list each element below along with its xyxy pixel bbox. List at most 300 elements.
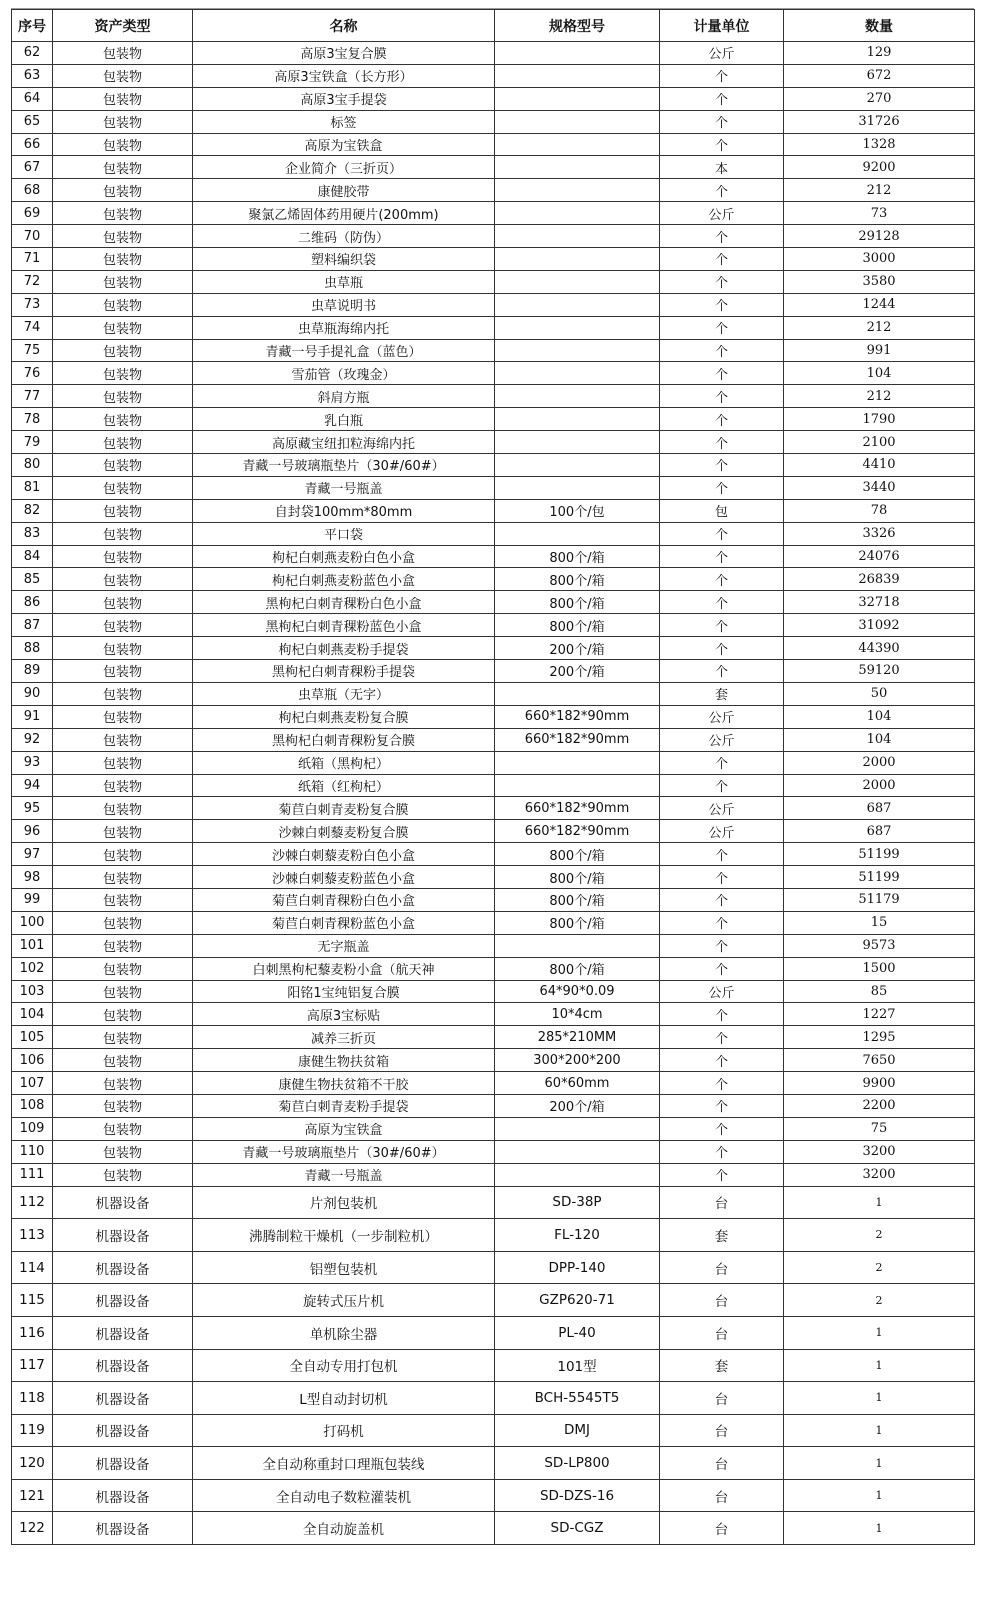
cell-unit: 个: [660, 1140, 784, 1163]
cell-unit: 公斤: [660, 797, 784, 820]
cell-name: 枸杞白刺燕麦粉手提袋: [193, 637, 495, 660]
cell-name: 片剂包装机: [193, 1186, 495, 1219]
cell-name: 单机除尘器: [193, 1316, 495, 1349]
table-row: [12, 1284, 975, 1317]
cell-no: 94: [12, 774, 53, 797]
cell-spec: 660*182*90mm: [495, 820, 660, 843]
cell-name: 菊苣白刺青麦粉手提袋: [193, 1094, 495, 1117]
table-row: [12, 751, 975, 774]
table-row: [12, 1512, 975, 1545]
cell-name: 枸杞白刺燕麦粉蓝色小盒: [193, 568, 495, 591]
cell-no: 82: [12, 499, 53, 522]
cell-unit: 台: [660, 1447, 784, 1480]
cell-no: 75: [12, 339, 53, 362]
cell-unit: 公斤: [660, 42, 784, 65]
cell-no: 86: [12, 591, 53, 614]
table-row: [12, 682, 975, 705]
cell-name: 沙棘白刺藜麦粉白色小盒: [193, 843, 495, 866]
cell-spec: [495, 751, 660, 774]
cell-unit: 公斤: [660, 202, 784, 225]
cell-unit: 套: [660, 1349, 784, 1382]
table-row: [12, 1003, 975, 1026]
cell-no: 64: [12, 87, 53, 110]
cell-no: 118: [12, 1382, 53, 1415]
cell-no: 109: [12, 1117, 53, 1140]
cell-name: 塑料编织袋: [193, 248, 495, 271]
cell-qty: 212: [784, 179, 975, 202]
cell-no: 92: [12, 728, 53, 751]
cell-no: 108: [12, 1094, 53, 1117]
cell-unit: 个: [660, 637, 784, 660]
asset-sheet: [11, 0, 974, 1545]
cell-qty: 1: [784, 1316, 975, 1349]
cell-no: 105: [12, 1026, 53, 1049]
table-row: [12, 1219, 975, 1252]
cell-qty: 2100: [784, 431, 975, 454]
cell-name: 平口袋: [193, 522, 495, 545]
cell-unit: 台: [660, 1284, 784, 1317]
cell-spec: [495, 316, 660, 339]
cell-unit: 个: [660, 957, 784, 980]
cell-no: 117: [12, 1349, 53, 1382]
cell-type: 包装物: [53, 339, 193, 362]
cell-no: 66: [12, 133, 53, 156]
cell-unit: 个: [660, 270, 784, 293]
table-row: [12, 270, 975, 293]
cell-name: 高原藏宝纽扣粒海绵内托: [193, 431, 495, 454]
cell-type: 包装物: [53, 316, 193, 339]
cell-type: 机器设备: [53, 1219, 193, 1252]
cell-no: 79: [12, 431, 53, 454]
cell-no: 71: [12, 248, 53, 271]
cell-qty: 51179: [784, 888, 975, 911]
cell-no: 121: [12, 1479, 53, 1512]
cell-name: 黑枸杞白刺青稞粉蓝色小盒: [193, 614, 495, 637]
table-row: [12, 1186, 975, 1219]
header-name: 名称: [193, 10, 495, 42]
table-row: [12, 1479, 975, 1512]
cell-no: 85: [12, 568, 53, 591]
cell-spec: [495, 293, 660, 316]
cell-unit: 个: [660, 522, 784, 545]
cell-spec: SD-CGZ: [495, 1512, 660, 1545]
cell-type: 机器设备: [53, 1382, 193, 1415]
cell-qty: 1790: [784, 408, 975, 431]
cell-unit: 个: [660, 385, 784, 408]
table-row: [12, 614, 975, 637]
cell-type: 包装物: [53, 911, 193, 934]
cell-no: 102: [12, 957, 53, 980]
cell-spec: 100个/包: [495, 499, 660, 522]
table-row: [12, 476, 975, 499]
cell-spec: [495, 42, 660, 65]
cell-type: 包装物: [53, 1049, 193, 1072]
cell-qty: 1244: [784, 293, 975, 316]
cell-spec: [495, 476, 660, 499]
cell-unit: 个: [660, 866, 784, 889]
cell-spec: 800个/箱: [495, 843, 660, 866]
cell-type: 包装物: [53, 1140, 193, 1163]
cell-unit: 台: [660, 1382, 784, 1415]
cell-unit: 个: [660, 293, 784, 316]
cell-type: 机器设备: [53, 1512, 193, 1545]
cell-spec: FL-120: [495, 1219, 660, 1252]
cell-spec: 300*200*200: [495, 1049, 660, 1072]
cell-name: 纸箱（红枸杞）: [193, 774, 495, 797]
table-row: [12, 820, 975, 843]
cell-type: 包装物: [53, 293, 193, 316]
table-row: [12, 522, 975, 545]
cell-no: 90: [12, 682, 53, 705]
cell-spec: 64*90*0.09: [495, 980, 660, 1003]
cell-type: 包装物: [53, 522, 193, 545]
cell-spec: [495, 682, 660, 705]
table-row: [12, 202, 975, 225]
cell-unit: 公斤: [660, 728, 784, 751]
table-row: [12, 408, 975, 431]
cell-qty: 1: [784, 1186, 975, 1219]
cell-spec: 800个/箱: [495, 545, 660, 568]
top-border: [11, 0, 974, 9]
cell-qty: 26839: [784, 568, 975, 591]
cell-type: 包装物: [53, 42, 193, 65]
cell-unit: 个: [660, 774, 784, 797]
cell-qty: 3200: [784, 1140, 975, 1163]
cell-no: 106: [12, 1049, 53, 1072]
cell-unit: 套: [660, 1219, 784, 1252]
cell-type: 机器设备: [53, 1316, 193, 1349]
cell-qty: 4410: [784, 454, 975, 477]
table-row: [12, 911, 975, 934]
cell-name: 高原3宝标贴: [193, 1003, 495, 1026]
cell-name: 黑枸杞白刺青稞粉复合膜: [193, 728, 495, 751]
cell-unit: 个: [660, 1049, 784, 1072]
cell-unit: 本: [660, 156, 784, 179]
cell-name: 黑枸杞白刺青稞粉白色小盒: [193, 591, 495, 614]
cell-type: 机器设备: [53, 1414, 193, 1447]
cell-no: 70: [12, 225, 53, 248]
cell-spec: [495, 408, 660, 431]
cell-type: 包装物: [53, 248, 193, 271]
cell-type: 机器设备: [53, 1349, 193, 1382]
table-row: [12, 339, 975, 362]
cell-spec: 800个/箱: [495, 888, 660, 911]
cell-name: 枸杞白刺燕麦粉白色小盒: [193, 545, 495, 568]
cell-spec: [495, 362, 660, 385]
cell-type: 包装物: [53, 64, 193, 87]
cell-type: 包装物: [53, 179, 193, 202]
cell-no: 88: [12, 637, 53, 660]
header-type: 资产类型: [53, 10, 193, 42]
cell-no: 96: [12, 820, 53, 843]
cell-type: 机器设备: [53, 1479, 193, 1512]
cell-no: 67: [12, 156, 53, 179]
cell-no: 63: [12, 64, 53, 87]
cell-name: 减养三折页: [193, 1026, 495, 1049]
cell-name: 虫草说明书: [193, 293, 495, 316]
table-row: [12, 1026, 975, 1049]
cell-unit: 台: [660, 1512, 784, 1545]
table-row: [12, 705, 975, 728]
table-row: [12, 660, 975, 683]
cell-unit: 个: [660, 888, 784, 911]
cell-spec: 660*182*90mm: [495, 728, 660, 751]
table-row: [12, 1140, 975, 1163]
table-row: [12, 797, 975, 820]
cell-qty: 32718: [784, 591, 975, 614]
cell-qty: 3326: [784, 522, 975, 545]
table-row: [12, 980, 975, 1003]
cell-qty: 9573: [784, 934, 975, 957]
cell-unit: 公斤: [660, 705, 784, 728]
cell-unit: 个: [660, 64, 784, 87]
cell-no: 65: [12, 110, 53, 133]
cell-no: 100: [12, 911, 53, 934]
cell-unit: 个: [660, 133, 784, 156]
cell-no: 113: [12, 1219, 53, 1252]
cell-spec: [495, 522, 660, 545]
cell-type: 包装物: [53, 591, 193, 614]
cell-no: 62: [12, 42, 53, 65]
cell-type: 包装物: [53, 1163, 193, 1186]
cell-unit: 个: [660, 316, 784, 339]
cell-qty: 3440: [784, 476, 975, 499]
table-row: [12, 293, 975, 316]
cell-no: 87: [12, 614, 53, 637]
cell-qty: 687: [784, 820, 975, 843]
cell-qty: 9900: [784, 1072, 975, 1095]
cell-qty: 1500: [784, 957, 975, 980]
cell-type: 包装物: [53, 637, 193, 660]
cell-qty: 1: [784, 1447, 975, 1480]
cell-spec: 200个/箱: [495, 1094, 660, 1117]
cell-spec: 800个/箱: [495, 614, 660, 637]
cell-qty: 7650: [784, 1049, 975, 1072]
cell-no: 116: [12, 1316, 53, 1349]
cell-name: 高原3宝复合膜: [193, 42, 495, 65]
cell-qty: 51199: [784, 866, 975, 889]
cell-name: 高原3宝铁盒（长方形）: [193, 64, 495, 87]
cell-type: 包装物: [53, 705, 193, 728]
cell-spec: 101型: [495, 1349, 660, 1382]
table-row: [12, 1117, 975, 1140]
cell-no: 97: [12, 843, 53, 866]
table-row: [12, 637, 975, 660]
cell-name: 青藏一号手提礼盒（蓝色）: [193, 339, 495, 362]
cell-type: 包装物: [53, 614, 193, 637]
cell-unit: 个: [660, 934, 784, 957]
cell-no: 84: [12, 545, 53, 568]
cell-no: 101: [12, 934, 53, 957]
cell-name: 聚氯乙烯固体药用硬片(200mm): [193, 202, 495, 225]
cell-unit: 台: [660, 1251, 784, 1284]
table-row: [12, 1049, 975, 1072]
table-row: [12, 499, 975, 522]
cell-type: 包装物: [53, 843, 193, 866]
asset-table: [11, 9, 975, 1545]
cell-name: 枸杞白刺燕麦粉复合膜: [193, 705, 495, 728]
cell-unit: 个: [660, 339, 784, 362]
cell-name: 虫草瓶（无字）: [193, 682, 495, 705]
cell-name: 菊苣白刺青麦粉复合膜: [193, 797, 495, 820]
header-row: [12, 10, 975, 42]
cell-name: 旋转式压片机: [193, 1284, 495, 1317]
cell-spec: 800个/箱: [495, 866, 660, 889]
cell-name: 纸箱（黑枸杞）: [193, 751, 495, 774]
cell-type: 包装物: [53, 568, 193, 591]
cell-name: 自封袋100mm*80mm: [193, 499, 495, 522]
cell-name: 无字瓶盖: [193, 934, 495, 957]
table-row: [12, 1316, 975, 1349]
table-row: [12, 1094, 975, 1117]
table-row: [12, 774, 975, 797]
cell-no: 78: [12, 408, 53, 431]
table-row: [12, 591, 975, 614]
table-row: [12, 728, 975, 751]
cell-unit: 个: [660, 1094, 784, 1117]
cell-name: 全自动专用打包机: [193, 1349, 495, 1382]
cell-type: 包装物: [53, 934, 193, 957]
table-row: [12, 934, 975, 957]
cell-type: 包装物: [53, 476, 193, 499]
cell-no: 99: [12, 888, 53, 911]
cell-name: 标签: [193, 110, 495, 133]
cell-type: 包装物: [53, 1094, 193, 1117]
cell-spec: [495, 1117, 660, 1140]
cell-qty: 31092: [784, 614, 975, 637]
cell-name: 斜肩方瓶: [193, 385, 495, 408]
cell-no: 73: [12, 293, 53, 316]
table-row: [12, 1163, 975, 1186]
cell-name: 全自动电子数粒灌装机: [193, 1479, 495, 1512]
cell-unit: 公斤: [660, 820, 784, 843]
cell-qty: 9200: [784, 156, 975, 179]
table-row: [12, 431, 975, 454]
cell-spec: [495, 110, 660, 133]
cell-qty: 672: [784, 64, 975, 87]
cell-no: 68: [12, 179, 53, 202]
cell-name: 康健生物扶贫箱不干胶: [193, 1072, 495, 1095]
cell-no: 76: [12, 362, 53, 385]
cell-type: 包装物: [53, 499, 193, 522]
cell-name: 全自动称重封口理瓶包装线: [193, 1447, 495, 1480]
cell-type: 包装物: [53, 866, 193, 889]
cell-name: 全自动旋盖机: [193, 1512, 495, 1545]
cell-qty: 212: [784, 385, 975, 408]
cell-no: 107: [12, 1072, 53, 1095]
table-row: [12, 1414, 975, 1447]
cell-unit: 个: [660, 1117, 784, 1140]
cell-name: 康健生物扶贫箱: [193, 1049, 495, 1072]
cell-unit: 个: [660, 751, 784, 774]
cell-qty: 129: [784, 42, 975, 65]
cell-qty: 29128: [784, 225, 975, 248]
cell-qty: 31726: [784, 110, 975, 133]
cell-name: 白刺黑枸杞藜麦粉小盒（航天神: [193, 957, 495, 980]
cell-qty: 1328: [784, 133, 975, 156]
table-row: [12, 545, 975, 568]
cell-unit: 个: [660, 1003, 784, 1026]
cell-unit: 个: [660, 179, 784, 202]
cell-type: 包装物: [53, 133, 193, 156]
cell-qty: 2: [784, 1284, 975, 1317]
table-row: [12, 1251, 975, 1284]
cell-name: 菊苣白刺青稞粉蓝色小盒: [193, 911, 495, 934]
cell-spec: SD-LP800: [495, 1447, 660, 1480]
cell-name: 高原3宝手提袋: [193, 87, 495, 110]
cell-spec: [495, 934, 660, 957]
cell-type: 包装物: [53, 156, 193, 179]
cell-unit: 个: [660, 568, 784, 591]
cell-unit: 个: [660, 1026, 784, 1049]
cell-type: 包装物: [53, 225, 193, 248]
cell-type: 机器设备: [53, 1251, 193, 1284]
cell-qty: 104: [784, 728, 975, 751]
table-row: [12, 568, 975, 591]
cell-name: 青藏一号瓶盖: [193, 476, 495, 499]
cell-no: 74: [12, 316, 53, 339]
table-row: [12, 454, 975, 477]
cell-no: 115: [12, 1284, 53, 1317]
cell-qty: 270: [784, 87, 975, 110]
cell-no: 111: [12, 1163, 53, 1186]
cell-unit: 个: [660, 1072, 784, 1095]
cell-type: 包装物: [53, 362, 193, 385]
cell-spec: [495, 339, 660, 362]
cell-name: 阳铭1宝纯铝复合膜: [193, 980, 495, 1003]
cell-no: 93: [12, 751, 53, 774]
cell-type: 包装物: [53, 270, 193, 293]
cell-type: 机器设备: [53, 1447, 193, 1480]
cell-no: 89: [12, 660, 53, 683]
cell-qty: 44390: [784, 637, 975, 660]
cell-spec: [495, 385, 660, 408]
cell-name: 康健胶带: [193, 179, 495, 202]
cell-no: 103: [12, 980, 53, 1003]
cell-unit: 台: [660, 1186, 784, 1219]
header-no: 序号: [12, 10, 53, 42]
cell-qty: 2000: [784, 774, 975, 797]
cell-unit: 包: [660, 499, 784, 522]
cell-name: 企业简介（三折页）: [193, 156, 495, 179]
table-row: [12, 179, 975, 202]
cell-name: 打码机: [193, 1414, 495, 1447]
cell-unit: 个: [660, 110, 784, 133]
cell-qty: 3200: [784, 1163, 975, 1186]
cell-qty: 1295: [784, 1026, 975, 1049]
table-row: [12, 385, 975, 408]
cell-unit: 套: [660, 682, 784, 705]
cell-unit: 个: [660, 454, 784, 477]
cell-type: 包装物: [53, 1072, 193, 1095]
cell-type: 包装物: [53, 888, 193, 911]
cell-qty: 78: [784, 499, 975, 522]
cell-no: 98: [12, 866, 53, 889]
cell-qty: 15: [784, 911, 975, 934]
cell-no: 81: [12, 476, 53, 499]
cell-unit: 台: [660, 1479, 784, 1512]
cell-spec: 660*182*90mm: [495, 797, 660, 820]
cell-spec: [495, 133, 660, 156]
cell-spec: SD-38P: [495, 1186, 660, 1219]
cell-no: 72: [12, 270, 53, 293]
cell-no: 104: [12, 1003, 53, 1026]
cell-qty: 2: [784, 1219, 975, 1252]
cell-spec: SD-DZS-16: [495, 1479, 660, 1512]
header-qty: 数量: [784, 10, 975, 42]
cell-spec: [495, 156, 660, 179]
cell-type: 包装物: [53, 1003, 193, 1026]
